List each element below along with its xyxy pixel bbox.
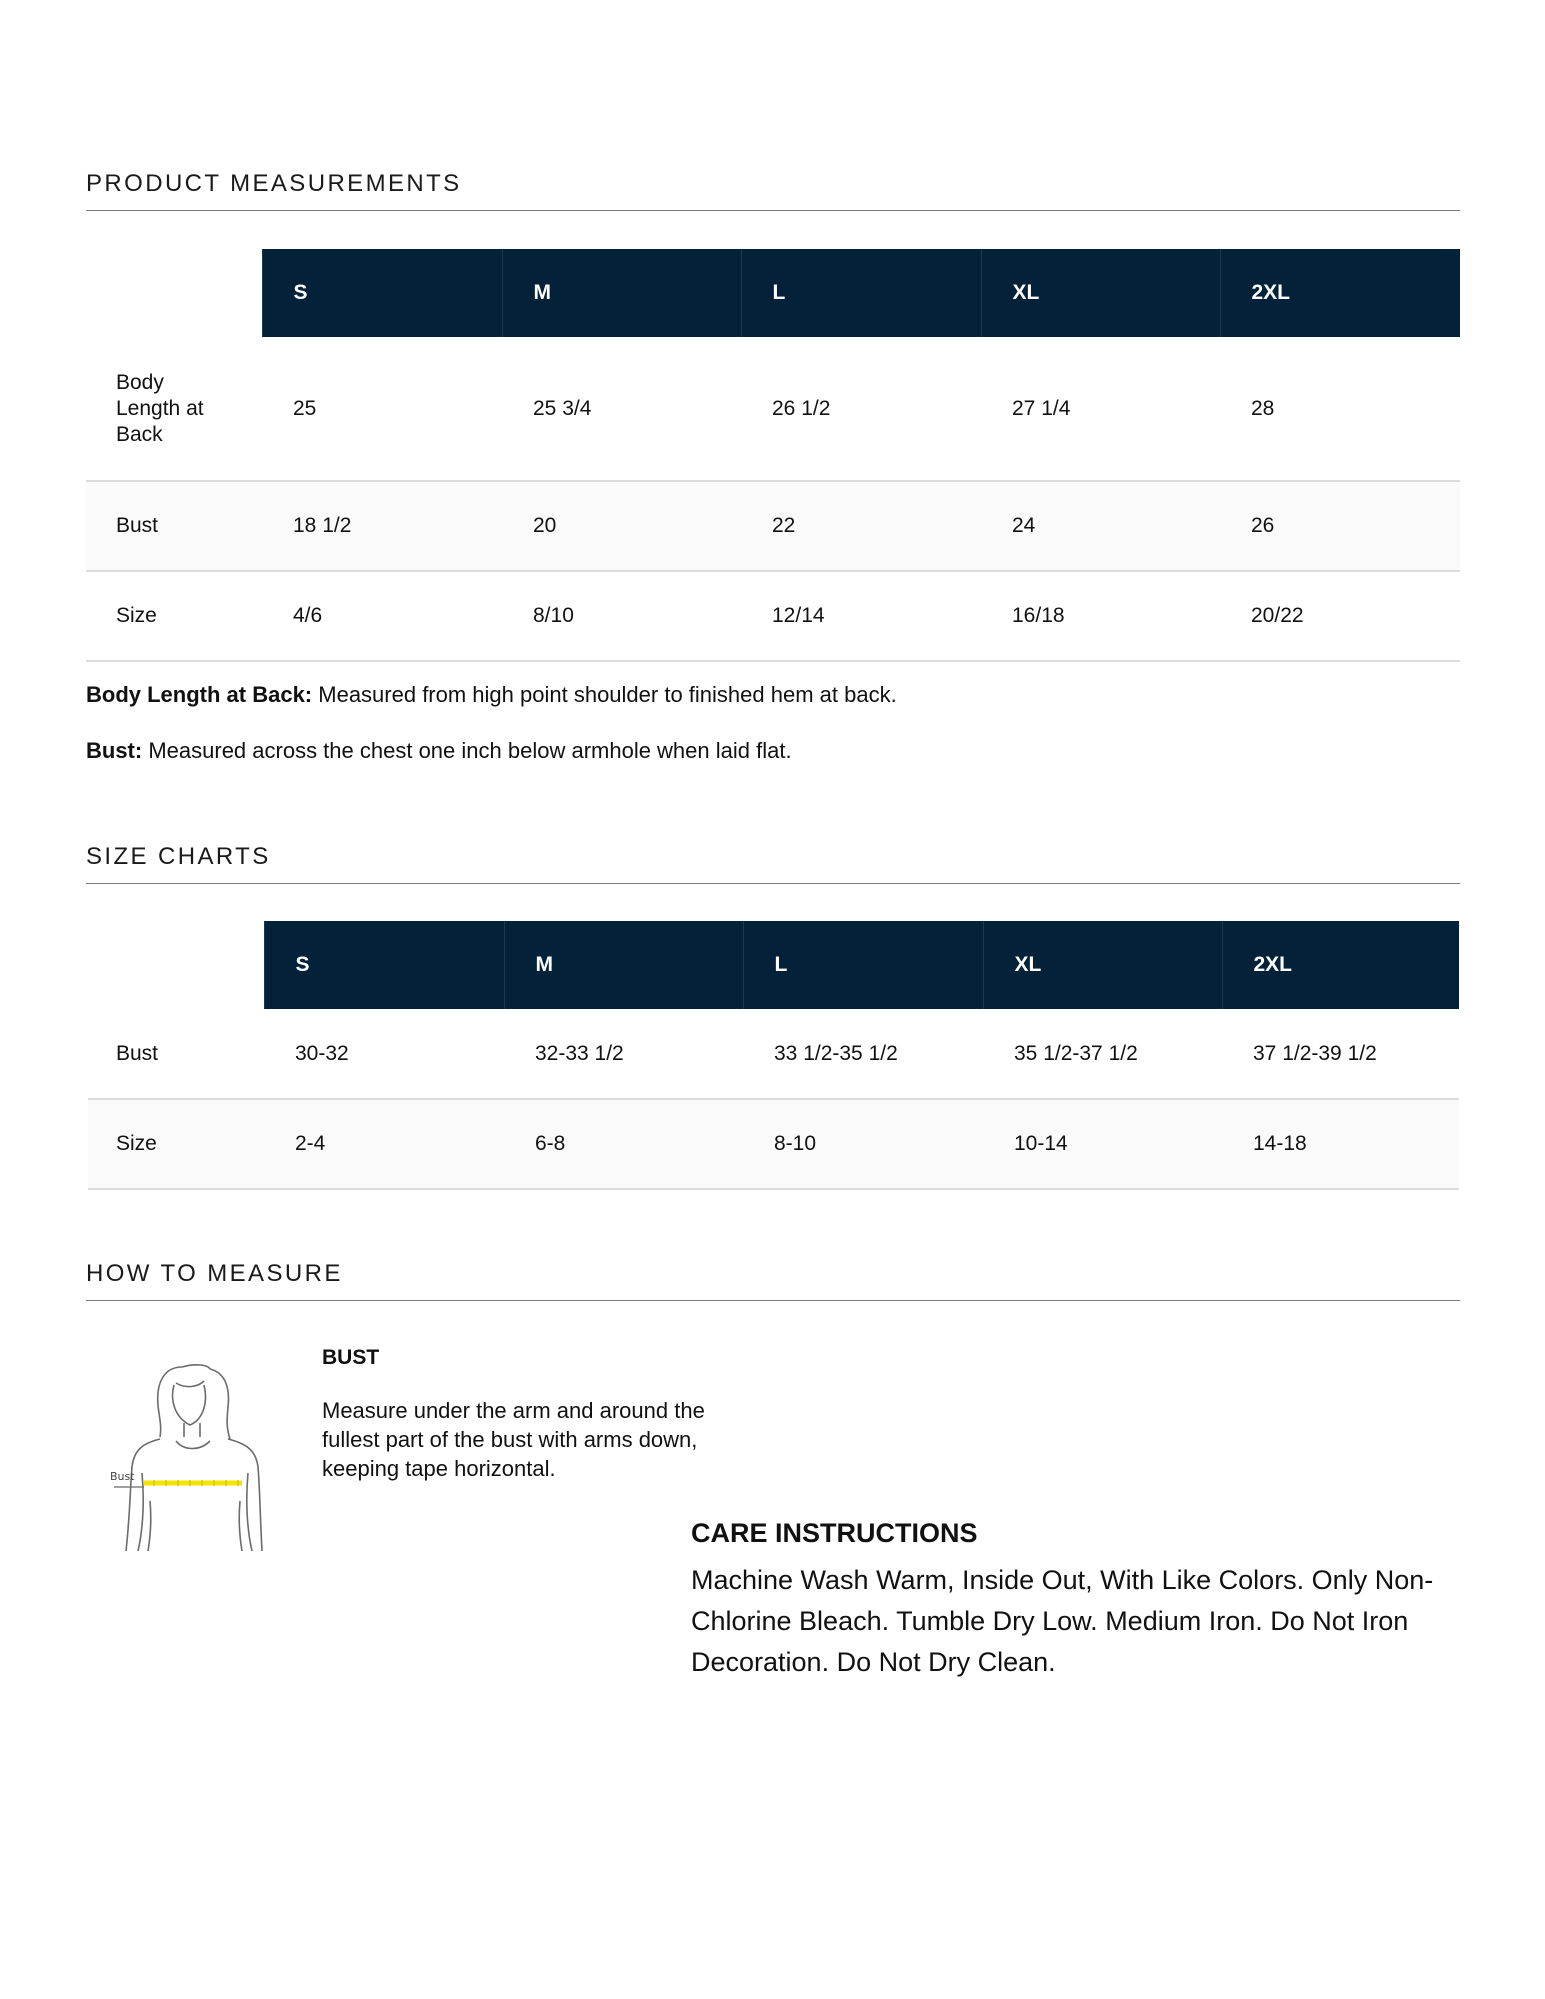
table-cell: 28	[1220, 337, 1460, 481]
how-to-measure-heading: HOW TO MEASURE	[86, 1260, 1460, 1301]
size-header-m: M	[504, 921, 743, 1009]
table-cell: 26	[1220, 481, 1460, 571]
note-body-length	[86, 682, 897, 708]
table-cell: 8/10	[502, 571, 741, 661]
table-cell: 22	[741, 481, 981, 571]
table-cell: 30-32	[264, 1009, 504, 1099]
header-corner	[88, 921, 264, 1009]
note-term: Body Length at Back:	[86, 682, 313, 707]
table-cell: 20	[502, 481, 741, 571]
size-header-s: S	[262, 249, 502, 337]
table-cell: 37 1/2-39 1/2	[1222, 1009, 1459, 1099]
size-header-m: M	[502, 249, 741, 337]
size-header-xl: XL	[981, 249, 1220, 337]
bust-instructions: Measure under the arm and around the fullest part of the bust with arms down, keeping tape horizontal.	[322, 1398, 705, 1481]
table-cell: 2-4	[264, 1099, 504, 1189]
table-cell: 4/6	[262, 571, 502, 661]
table-cell: 16/18	[981, 571, 1220, 661]
care-instructions: Machine Wash Warm, Inside Out, With Like Colors. Only Non-Chlorine Bleach. Tumble Dry Low. Medium Iron. Do Not Iron Decoration. Do Not Dry Clean.	[691, 1565, 1434, 1677]
table-cell: 18 1/2	[262, 481, 502, 571]
table-cell: 20/22	[1220, 571, 1460, 661]
bust-measure-figure	[104, 1355, 284, 1555]
row-label-text: Body Length at Back	[116, 370, 204, 446]
size-header-2xl: 2XL	[1222, 921, 1459, 1009]
table-cell: 33 1/2-35 1/2	[743, 1009, 983, 1099]
row-label: Bust	[86, 481, 262, 571]
table-cell: 12/14	[741, 571, 981, 661]
table-cell: 8-10	[743, 1099, 983, 1189]
table-row	[86, 571, 1460, 661]
size-charts-table	[88, 921, 1459, 1190]
table-cell: 25 3/4	[502, 337, 741, 481]
note-text: Measured across the chest one inch below armhole when laid flat.	[142, 738, 792, 763]
table-row	[88, 1099, 1459, 1189]
table-header-row	[88, 921, 1459, 1009]
table-cell: 25	[262, 337, 502, 481]
size-header-xl: XL	[983, 921, 1222, 1009]
care-heading: CARE INSTRUCTIONS	[691, 1518, 978, 1548]
product-measurements-heading: PRODUCT MEASUREMENTS	[86, 170, 1460, 211]
size-header-s: S	[264, 921, 504, 1009]
note-bust	[86, 738, 792, 764]
size-charts-heading: SIZE CHARTS	[86, 843, 1460, 884]
table-cell: 26 1/2	[741, 337, 981, 481]
table-cell: 14-18	[1222, 1099, 1459, 1189]
header-corner	[86, 249, 262, 337]
product-measurements-table	[86, 249, 1460, 662]
table-row	[88, 1009, 1459, 1099]
table-cell: 24	[981, 481, 1220, 571]
table-row	[86, 337, 1460, 481]
row-label: Size	[88, 1099, 264, 1189]
table-cell: 6-8	[504, 1099, 743, 1189]
note-term: Bust:	[86, 738, 143, 763]
row-label	[86, 337, 262, 481]
table-row	[86, 481, 1460, 571]
bust-heading: BUST	[322, 1346, 380, 1369]
figure-illustration	[104, 1355, 284, 1555]
table-cell: 10-14	[983, 1099, 1222, 1189]
table-cell: 35 1/2-37 1/2	[983, 1009, 1222, 1099]
note-text: Measured from high point shoulder to finished hem at back.	[312, 682, 897, 707]
table-header-row	[86, 249, 1460, 337]
figure-bust-label: Bust	[110, 1470, 135, 1483]
size-header-2xl: 2XL	[1220, 249, 1460, 337]
size-header-l: L	[743, 921, 983, 1009]
table-cell: 32-33 1/2	[504, 1009, 743, 1099]
row-label: Size	[86, 571, 262, 661]
table-cell: 27 1/4	[981, 337, 1220, 481]
row-label: Bust	[88, 1009, 264, 1099]
size-header-l: L	[741, 249, 981, 337]
